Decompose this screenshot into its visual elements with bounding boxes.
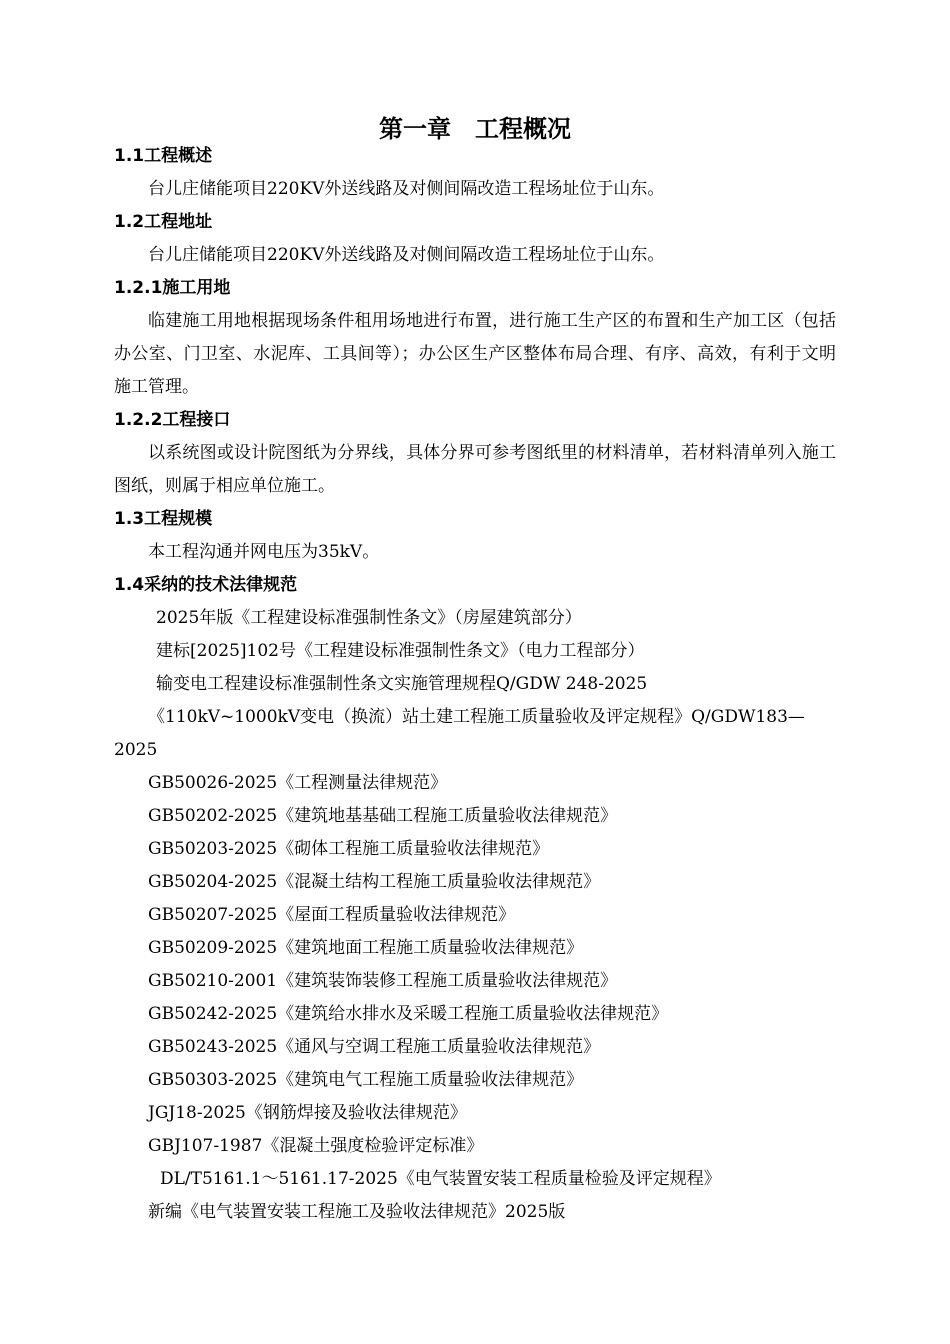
standard-item-continuation: 2025 [114, 740, 158, 760]
chapter-title: 第一章 工程概况 [379, 115, 571, 143]
standard-item: JGJ18-2025《钢筋焊接及验收法律规范》 [148, 1103, 467, 1123]
section-text-1-2-1: 临建施工用地根据现场条件租用场地进行布置，进行施工生产区的布置和生产加工区（包括办公室、门卫室、水泥库、工具间等）；办公区生产区整体布局合理、有序、高效，有利于文明施工管理。 [114, 311, 836, 397]
standard-item: GB50026-2025《工程测量法律规范》 [148, 773, 448, 793]
section-text-1-1: 台儿庄储能项目220KV外送线路及对侧间隔改造工程场址位于山东。 [148, 179, 665, 199]
section-heading-1-2-2: 1.2.2工程接口 [114, 410, 231, 430]
standard-item: GBJ107-1987《混凝土强度检验评定标准》 [148, 1136, 484, 1156]
standard-item: 输变电工程建设标准强制性条文实施管理规程Q/GDW 248-2025 [156, 674, 648, 694]
standard-item: 《110kV~1000kV变电（换流）站土建工程施工质量验收及评定规程》Q/GDW183— [148, 707, 805, 727]
standard-item: GB50303-2025《建筑电气工程施工质量验收法律规范》 [148, 1070, 584, 1090]
standard-item: GB50202-2025《建筑地基基础工程施工质量验收法律规范》 [148, 806, 618, 826]
section-heading-1-2-1: 1.2.1施工用地 [114, 278, 231, 298]
section-heading-1-4: 1.4采纳的技术法律规范 [114, 575, 298, 595]
section-text-1-2: 台儿庄储能项目220KV外送线路及对侧间隔改造工程场址位于山东。 [148, 245, 665, 265]
section-heading-1-3: 1.3工程规模 [114, 509, 213, 529]
document-body [114, 140, 836, 1229]
standard-item: GB50210-2001《建筑装饰装修工程施工质量验收法律规范》 [148, 971, 618, 991]
standard-item: GB50204-2025《混凝土结构工程施工质量验收法律规范》 [148, 872, 601, 892]
standard-item: GB50209-2025《建筑地面工程施工质量验收法律规范》 [148, 938, 584, 958]
section-heading-1-1: 1.1工程概述 [114, 146, 213, 166]
section-text-1-3: 本工程沟通并网电压为35kV。 [148, 542, 380, 562]
standard-item: DL/T5161.1～5161.17-2025《电气装置安装工程质量检验及评定规程》 [160, 1169, 721, 1189]
section-heading-1-2: 1.2工程地址 [114, 212, 213, 232]
standard-item: GB50243-2025《通风与空调工程施工质量验收法律规范》 [148, 1037, 601, 1057]
standard-item: 建标[2025]102号《工程建设标准强制性条文》（电力工程部分） [156, 641, 645, 661]
standard-item: GB50207-2025《屋面工程质量验收法律规范》 [148, 905, 516, 925]
standard-item: GB50242-2025《建筑给水排水及采暖工程施工质量验收法律规范》 [148, 1004, 669, 1024]
standard-item: GB50203-2025《砌体工程施工质量验收法律规范》 [148, 839, 550, 859]
standard-item: 2025年版《工程建设标准强制性条文》（房屋建筑部分） [156, 608, 582, 628]
section-text-1-2-2: 以系统图或设计院图纸为分界线，具体分界可参考图纸里的材料清单，若材料清单列入施工图纸，则属于相应单位施工。 [114, 443, 836, 496]
standard-item: 新编《电气装置安装工程施工及验收法律规范》2025版 [148, 1202, 566, 1222]
